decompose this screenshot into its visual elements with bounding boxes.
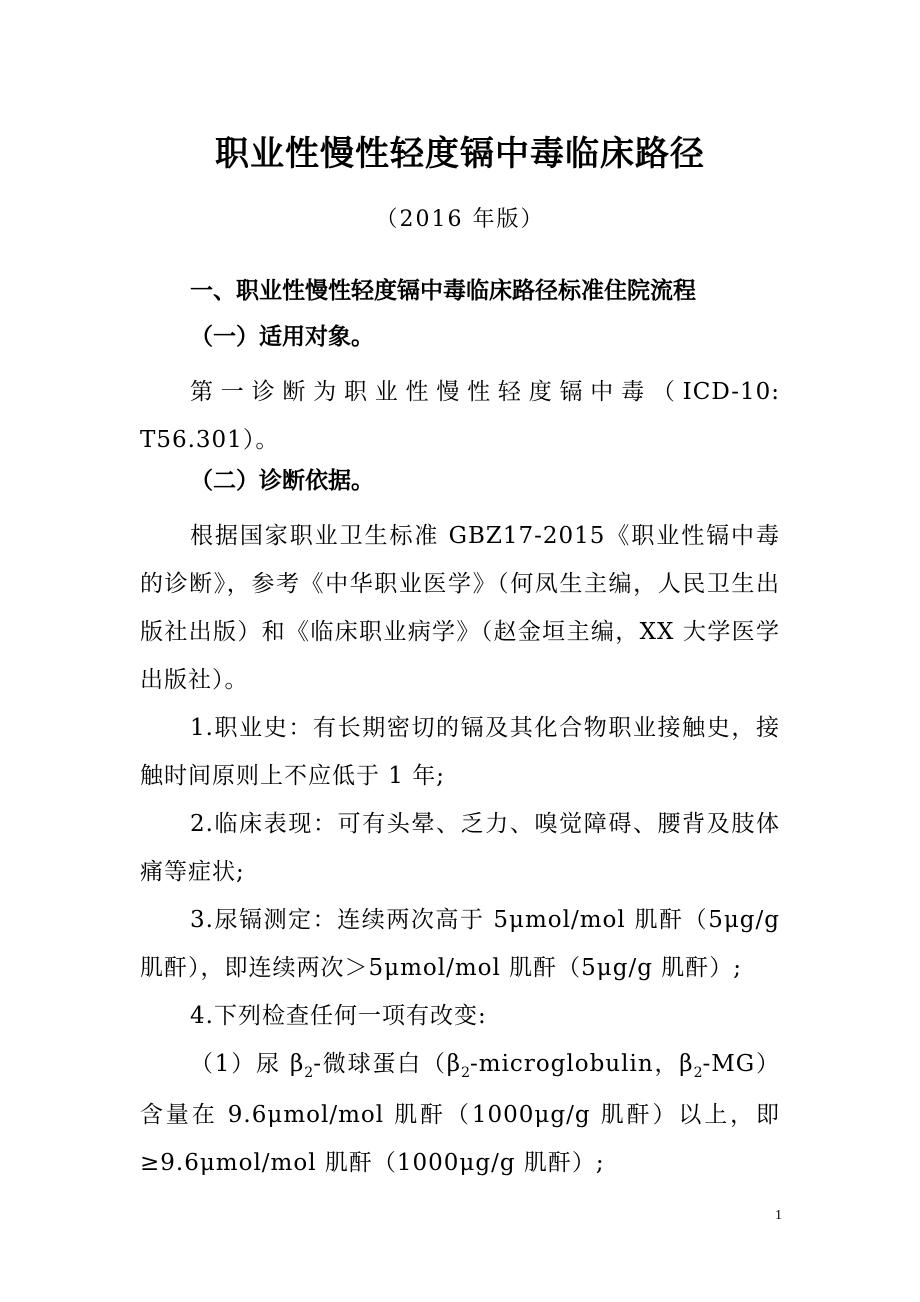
list-item-beta2-microglobulin — [140, 1040, 780, 1187]
beta2-text-c: -microglobulin，β — [470, 1051, 694, 1077]
document-title: 职业性慢性轻度镉中毒临床路径 — [215, 134, 705, 174]
subsection-heading-diagnosis: （二）诊断依据。 — [190, 468, 374, 494]
edition-label: （2016 年版） — [375, 207, 545, 232]
subscript-2: 2 — [693, 1065, 703, 1081]
page-number: 1 — [775, 1208, 782, 1223]
beta2-text-a: （1）尿 β — [190, 1051, 305, 1077]
list-item-occupational-history: 1.职业史：有长期密切的镉及其化合物职业接触史，接触时间原则上不应低于 1 年; — [140, 715, 780, 789]
paragraph-applicable: 第一诊断为职业性慢性轻度镉中毒（ICD-10: T56.301）。 — [140, 379, 780, 453]
subsection-heading-applicable: （一）适用对象。 — [190, 324, 374, 350]
list-item-clinical-manifestation: 2.临床表现：可有头晕、乏力、嗅觉障碍、腰背及肢体痛等症状; — [140, 811, 780, 885]
subscript-2: 2 — [304, 1065, 314, 1081]
paragraph-diagnosis-basis: 根据国家职业卫生标准 GBZ17-2015《职业性镉中毒的诊断》，参考《中华职业医学》（何凤生主编，人民卫生出版社出版）和《临床职业病学》（赵金垣主编，XX 大学医学出版社）。 — [140, 523, 780, 693]
section-heading-1: 一、职业性慢性轻度镉中毒临床路径标准住院流程 — [190, 278, 696, 304]
subscript-2: 2 — [461, 1065, 470, 1081]
beta2-text-d: -MG）含量在 9.6μmol/mol 肌酐（1000μg/g 肌酐）以上，即≥9.6μmol/mol 肌酐（1000μg/g 肌酐）; — [140, 1051, 780, 1176]
beta2-text-b: -微球蛋白（β — [313, 1051, 462, 1077]
list-item-urine-cadmium: 3.尿镉测定：连续两次高于 5μmol/mol 肌酐（5μg/g 肌酐），即连续两次＞5μmol/mol 肌酐（5μg/g 肌酐）; — [140, 907, 780, 981]
list-item-examinations: 4.下列检查任何一项有改变: — [190, 1003, 487, 1029]
